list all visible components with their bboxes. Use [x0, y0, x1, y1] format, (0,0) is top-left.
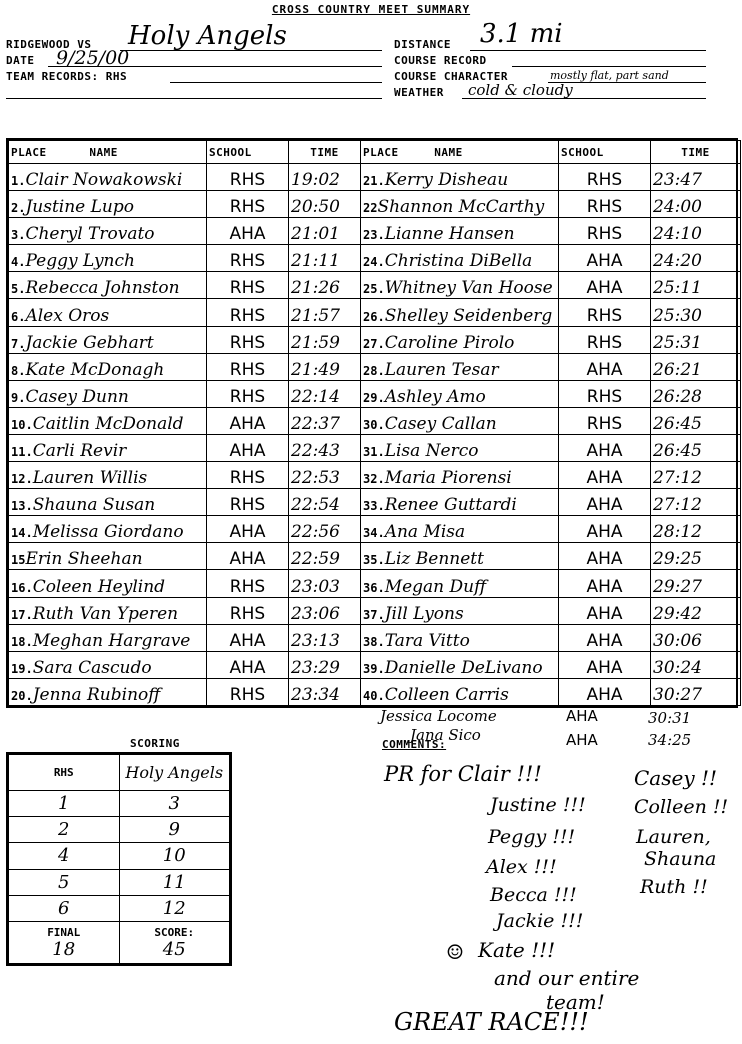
results-table	[6, 138, 738, 708]
school-cell: AHA	[559, 462, 651, 489]
time-cell: 26:28	[651, 380, 741, 407]
place-name-cell	[361, 651, 559, 678]
scoring-cell: 6	[9, 895, 120, 921]
ridgewood-vs-label: RIDGEWOOD VS	[6, 38, 92, 51]
school-cell: AHA	[559, 245, 651, 272]
scoring-cell: 2	[9, 817, 120, 843]
table-row	[9, 326, 741, 353]
school-cell: AHA	[559, 489, 651, 516]
comment-col-b-item: Lauren,	[636, 826, 711, 848]
time-cell: 20:50	[289, 191, 361, 218]
table-row	[9, 245, 741, 272]
school-cell: RHS	[559, 191, 651, 218]
school-cell: AHA	[207, 407, 289, 434]
extra-finisher-school: AHA	[566, 731, 598, 749]
school-cell: RHS	[207, 164, 289, 191]
school-cell: RHS	[559, 380, 651, 407]
scoring-title: SCORING	[130, 737, 180, 750]
runner-name: Ruth Van Yperen	[32, 603, 179, 624]
distance-value: 3.1 mi	[480, 19, 563, 49]
runner-name: Colleen Carris	[384, 685, 509, 705]
time-cell: 29:27	[651, 570, 741, 597]
place-number: 7.	[11, 336, 26, 351]
runner-name: Lauren Tesar	[384, 359, 499, 380]
school-cell: AHA	[559, 543, 651, 570]
scoring-cell: 10	[119, 843, 230, 869]
time-cell: 28:12	[651, 516, 741, 543]
date-label: DATE	[6, 54, 35, 67]
time-cell: 30:27	[651, 678, 741, 705]
place-name-cell	[9, 380, 207, 407]
comment-col-b-item: Colleen !!	[634, 796, 729, 818]
place-number: 14.	[11, 526, 33, 541]
scoring-row	[9, 843, 230, 869]
runner-name: Lianne Hansen	[384, 224, 515, 245]
scoring-final-row	[9, 922, 230, 964]
place-name-cell	[361, 462, 559, 489]
runner-name: Christina DiBella	[384, 251, 533, 272]
runner-name: Danielle DeLivano	[384, 657, 543, 678]
time-cell: 24:00	[651, 191, 741, 218]
school-cell: RHS	[559, 164, 651, 191]
school-cell: AHA	[207, 516, 289, 543]
comment-kate: Kate !!!	[478, 938, 556, 962]
comment-team-line-1: and our entire	[494, 966, 640, 990]
place-name-cell	[9, 299, 207, 326]
runner-name: Shannon McCarthy	[377, 197, 545, 218]
place-name-cell	[9, 245, 207, 272]
runner-name: Justine Lupo	[25, 197, 134, 218]
header-time-right: TIME	[651, 141, 741, 164]
time-cell: 21:49	[289, 353, 361, 380]
table-row	[9, 434, 741, 461]
table-row	[9, 489, 741, 516]
school-cell: RHS	[207, 570, 289, 597]
place-name-cell	[9, 326, 207, 353]
school-cell: RHS	[207, 380, 289, 407]
place-number: 28.	[363, 363, 385, 378]
score-cell	[119, 922, 230, 964]
place-number: 29.	[363, 390, 385, 405]
comment-col-a-item: Peggy !!!	[488, 826, 576, 848]
place-number: 20.	[11, 689, 33, 703]
runner-name: Casey Callan	[384, 413, 497, 434]
school-cell: AHA	[207, 218, 289, 245]
place-name-cell	[9, 624, 207, 651]
table-row	[9, 407, 741, 434]
place-name-cell	[9, 272, 207, 299]
place-number: 34.	[363, 526, 385, 541]
place-number: 19.	[11, 661, 33, 676]
place-name-cell	[361, 597, 559, 624]
table-row	[9, 570, 741, 597]
distance-label: DISTANCE	[394, 38, 451, 51]
table-row	[9, 353, 741, 380]
team-records-line	[170, 82, 382, 83]
distance-line	[470, 50, 706, 51]
time-cell: 23:47	[651, 164, 741, 191]
course-record-label: COURSE RECORD	[394, 54, 487, 67]
place-name-cell	[361, 272, 559, 299]
place-name-cell	[9, 597, 207, 624]
runner-name: Shauna Susan	[32, 495, 156, 516]
table-row	[9, 164, 741, 191]
place-number: 10.	[11, 417, 33, 432]
runner-name: Kate McDonagh	[25, 359, 165, 380]
place-name-cell	[361, 570, 559, 597]
school-cell: RHS	[559, 407, 651, 434]
place-name-cell	[361, 326, 559, 353]
place-number: 5.	[11, 282, 26, 297]
scoring-cell: 5	[9, 869, 120, 895]
place-number: 24.	[363, 255, 385, 270]
place-number: 32.	[363, 472, 385, 487]
runner-name: Jenna Rubinoff	[32, 685, 161, 705]
scoring-header-row	[9, 755, 230, 791]
header-place-name-right: PLACE NAME	[361, 141, 559, 164]
place-number: 37.	[363, 607, 385, 622]
time-cell: 24:20	[651, 245, 741, 272]
table-row	[9, 597, 741, 624]
time-cell: 26:45	[651, 407, 741, 434]
place-number: 33.	[363, 499, 385, 514]
time-cell: 25:30	[651, 299, 741, 326]
comments-label: COMMENTS:	[382, 738, 447, 751]
runner-name: Rebecca Johnston	[25, 278, 180, 299]
runner-name: Jackie Gebhart	[25, 332, 154, 353]
school-cell: AHA	[559, 624, 651, 651]
place-name-cell	[361, 543, 559, 570]
runner-name: Jill Lyons	[384, 603, 464, 624]
time-cell: 29:25	[651, 543, 741, 570]
table-row	[9, 191, 741, 218]
school-cell: RHS	[207, 597, 289, 624]
time-cell: 26:45	[651, 434, 741, 461]
place-number: 22	[363, 201, 378, 216]
table-row	[9, 380, 741, 407]
date-value: 9/25/00	[56, 47, 130, 69]
time-cell: 30:24	[651, 651, 741, 678]
place-number: 39.	[363, 661, 385, 676]
weather-value: cold & cloudy	[468, 81, 573, 99]
time-cell: 21:26	[289, 272, 361, 299]
extra-finisher-time: 34:25	[648, 731, 692, 749]
time-cell: 26:21	[651, 353, 741, 380]
opponent-value: Holy Angels	[128, 21, 287, 51]
place-name-cell	[361, 191, 559, 218]
scoring-cell: 11	[119, 869, 230, 895]
comment-col-a-item: Jackie !!!	[496, 910, 584, 932]
place-number: 31.	[363, 445, 385, 460]
place-number: 16.	[11, 580, 33, 595]
place-number: 25.	[363, 282, 385, 297]
school-cell: AHA	[559, 434, 651, 461]
score-value: 45	[162, 938, 186, 960]
place-name-cell	[9, 218, 207, 245]
school-cell: RHS	[207, 245, 289, 272]
place-name-cell	[361, 164, 559, 191]
runner-name: Sara Cascudo	[32, 657, 152, 678]
runner-name: Shelley Seidenberg	[384, 305, 553, 326]
scoring-cell: 9	[119, 817, 230, 843]
table-row	[9, 516, 741, 543]
header-school-left: SCHOOL	[207, 141, 289, 164]
place-name-cell	[9, 462, 207, 489]
weather-label: WEATHER	[394, 86, 444, 99]
runner-name: Melissa Giordano	[32, 522, 184, 543]
school-cell: AHA	[559, 353, 651, 380]
time-cell: 22:14	[289, 380, 361, 407]
time-cell: 22:56	[289, 516, 361, 543]
course-character-label: COURSE CHARACTER	[394, 70, 508, 83]
time-cell: 21:01	[289, 218, 361, 245]
table-row	[9, 651, 741, 678]
place-name-cell	[361, 353, 559, 380]
school-cell: RHS	[559, 299, 651, 326]
extra-finisher-name: Jana Sico	[410, 726, 481, 744]
place-number: 35.	[363, 553, 385, 568]
scoring-team2: Holy Angels	[119, 755, 230, 791]
runner-name: Erin Sheehan	[25, 549, 143, 570]
place-name-cell	[9, 516, 207, 543]
school-cell: RHS	[207, 489, 289, 516]
final-value: 18	[52, 938, 76, 960]
scoring-table	[6, 752, 232, 966]
place-name-cell	[361, 624, 559, 651]
time-cell: 22:53	[289, 462, 361, 489]
place-number: 26.	[363, 309, 385, 324]
scoring-cell: 4	[9, 843, 120, 869]
table-row	[9, 272, 741, 299]
course-character-value: mostly flat, part sand	[550, 69, 669, 82]
place-name-cell	[9, 570, 207, 597]
time-cell: 21:11	[289, 245, 361, 272]
team-records-label: TEAM RECORDS: RHS	[6, 70, 128, 83]
table-row	[9, 624, 741, 651]
runner-name: Clair Nowakowski	[25, 170, 183, 191]
scoring-cell: 3	[119, 791, 230, 817]
scoring-row	[9, 791, 230, 817]
place-name-cell	[9, 489, 207, 516]
comment-col-b-item: Ruth !!	[640, 876, 708, 898]
table-row	[9, 543, 741, 570]
table-row	[9, 462, 741, 489]
time-cell: 27:12	[651, 462, 741, 489]
runner-name: Renee Guttardi	[384, 495, 517, 516]
time-cell: 19:02	[289, 164, 361, 191]
final-cell	[9, 922, 120, 964]
final-label: FINAL	[47, 925, 81, 939]
place-number: 36.	[363, 580, 385, 595]
time-cell: 25:31	[651, 326, 741, 353]
time-cell: 23:06	[289, 597, 361, 624]
place-number: 13.	[11, 499, 33, 514]
time-cell: 25:11	[651, 272, 741, 299]
place-number: 18.	[11, 634, 33, 649]
scoring-cell: 12	[119, 895, 230, 921]
smiley-icon: ☺	[446, 940, 464, 964]
time-cell: 22:43	[289, 434, 361, 461]
comment-col-b-item: Shauna	[644, 848, 717, 870]
scoring-row	[9, 869, 230, 895]
school-cell: RHS	[207, 191, 289, 218]
time-cell: 22:59	[289, 543, 361, 570]
comment-line: PR for Clair !!!	[384, 762, 542, 786]
place-number: 17.	[11, 607, 33, 622]
school-cell: AHA	[559, 678, 651, 705]
place-name-cell	[9, 543, 207, 570]
place-name-cell	[9, 407, 207, 434]
time-cell: 21:57	[289, 299, 361, 326]
comment-great-race: GREAT RACE!!!	[394, 1008, 589, 1036]
runner-name: Alex Oros	[25, 305, 110, 326]
time-cell: 24:10	[651, 218, 741, 245]
place-name-cell	[361, 678, 559, 705]
place-name-cell	[361, 218, 559, 245]
place-number: 8.	[11, 363, 26, 378]
place-number: 21.	[363, 174, 385, 189]
school-cell: AHA	[559, 570, 651, 597]
table-row	[9, 299, 741, 326]
place-name-cell	[361, 380, 559, 407]
team-records-line-2	[6, 98, 382, 99]
place-name-cell	[361, 299, 559, 326]
school-cell: RHS	[207, 272, 289, 299]
runner-name: Liz Bennett	[384, 549, 484, 570]
comment-col-a-item: Becca !!!	[490, 884, 577, 906]
runner-name: Caroline Pirolo	[384, 332, 515, 353]
scoring-team1: RHS	[9, 755, 120, 791]
runner-name: Meghan Hargrave	[32, 630, 191, 651]
school-cell: AHA	[207, 543, 289, 570]
comment-col-a-item: Alex !!!	[486, 856, 557, 878]
place-name-cell	[9, 353, 207, 380]
time-cell: 30:06	[651, 624, 741, 651]
time-cell: 23:13	[289, 624, 361, 651]
header-time-left: TIME	[289, 141, 361, 164]
time-cell: 23:34	[289, 678, 361, 705]
time-cell: 22:37	[289, 407, 361, 434]
place-number: 3.	[11, 228, 26, 243]
time-cell: 23:29	[289, 651, 361, 678]
place-name-cell	[9, 678, 207, 705]
time-cell: 27:12	[651, 489, 741, 516]
extra-finisher-time: 30:31	[648, 709, 692, 727]
runner-name: Peggy Lynch	[25, 251, 135, 272]
school-cell: RHS	[559, 326, 651, 353]
runner-name: Cheryl Trovato	[25, 224, 155, 245]
header-school-right: SCHOOL	[559, 141, 651, 164]
place-name-cell	[361, 516, 559, 543]
time-cell: 29:42	[651, 597, 741, 624]
place-name-cell	[361, 245, 559, 272]
school-cell: AHA	[559, 516, 651, 543]
comment-col-a-item: Justine !!!	[490, 794, 586, 816]
school-cell: RHS	[559, 218, 651, 245]
runner-name: Lisa Nerco	[384, 441, 479, 462]
time-cell: 22:54	[289, 489, 361, 516]
place-number: 40.	[363, 689, 385, 703]
time-cell: 21:59	[289, 326, 361, 353]
place-number: 11.	[11, 445, 33, 460]
place-number: 30.	[363, 417, 385, 432]
place-name-cell	[9, 651, 207, 678]
school-cell: RHS	[207, 353, 289, 380]
school-cell: AHA	[559, 272, 651, 299]
place-number: 9.	[11, 390, 26, 405]
comment-col-b-item: Casey !!	[634, 766, 718, 790]
table-row	[9, 678, 741, 705]
header-place-name-left: PLACE NAME	[9, 141, 207, 164]
place-number: 12.	[11, 472, 33, 487]
extra-finisher-name: Jessica Locome	[380, 707, 497, 725]
score-label: SCORE:	[154, 925, 195, 939]
place-number: 1.	[11, 174, 26, 189]
runner-name: Megan Duff	[384, 576, 487, 597]
place-name-cell	[361, 434, 559, 461]
place-name-cell	[361, 489, 559, 516]
runner-name: Coleen Heylind	[32, 576, 166, 597]
runner-name: Ana Misa	[384, 522, 466, 543]
school-cell: RHS	[207, 299, 289, 326]
place-name-cell	[9, 434, 207, 461]
runner-name: Caitlin McDonald	[32, 413, 184, 434]
place-number: 38.	[363, 634, 385, 649]
school-cell: RHS	[207, 678, 289, 705]
table-row	[9, 218, 741, 245]
page-title: CROSS COUNTRY MEET SUMMARY	[271, 3, 471, 16]
scoring-row	[9, 817, 230, 843]
results-header-row	[9, 141, 741, 164]
scoring-row	[9, 895, 230, 921]
school-cell: RHS	[207, 326, 289, 353]
runner-name: Lauren Willis	[32, 468, 148, 489]
runner-name: Whitney Van Hoose	[384, 278, 553, 299]
runner-name: Casey Dunn	[25, 386, 129, 407]
school-cell: AHA	[207, 624, 289, 651]
place-name-cell	[9, 191, 207, 218]
runner-name: Maria Piorensi	[384, 468, 512, 489]
school-cell: AHA	[207, 651, 289, 678]
place-number: 2.	[11, 201, 26, 216]
place-number: 15	[11, 553, 26, 568]
school-cell: RHS	[207, 462, 289, 489]
place-number: 23.	[363, 228, 385, 243]
place-number: 4.	[11, 255, 26, 270]
place-name-cell	[9, 164, 207, 191]
comment-team-line-2: team!	[546, 990, 605, 1014]
runner-name: Tara Vitto	[384, 630, 470, 651]
runner-name: Kerry Disheau	[384, 170, 509, 191]
place-name-cell	[361, 407, 559, 434]
school-cell: AHA	[559, 597, 651, 624]
time-cell: 23:03	[289, 570, 361, 597]
place-number: 6.	[11, 309, 26, 324]
scoring-cell: 1	[9, 791, 120, 817]
runner-name: Carli Revir	[32, 441, 127, 462]
runner-name: Ashley Amo	[384, 386, 486, 407]
place-number: 27.	[363, 336, 385, 351]
school-cell: AHA	[559, 651, 651, 678]
extra-finisher-school: AHA	[566, 707, 598, 725]
school-cell: AHA	[207, 434, 289, 461]
